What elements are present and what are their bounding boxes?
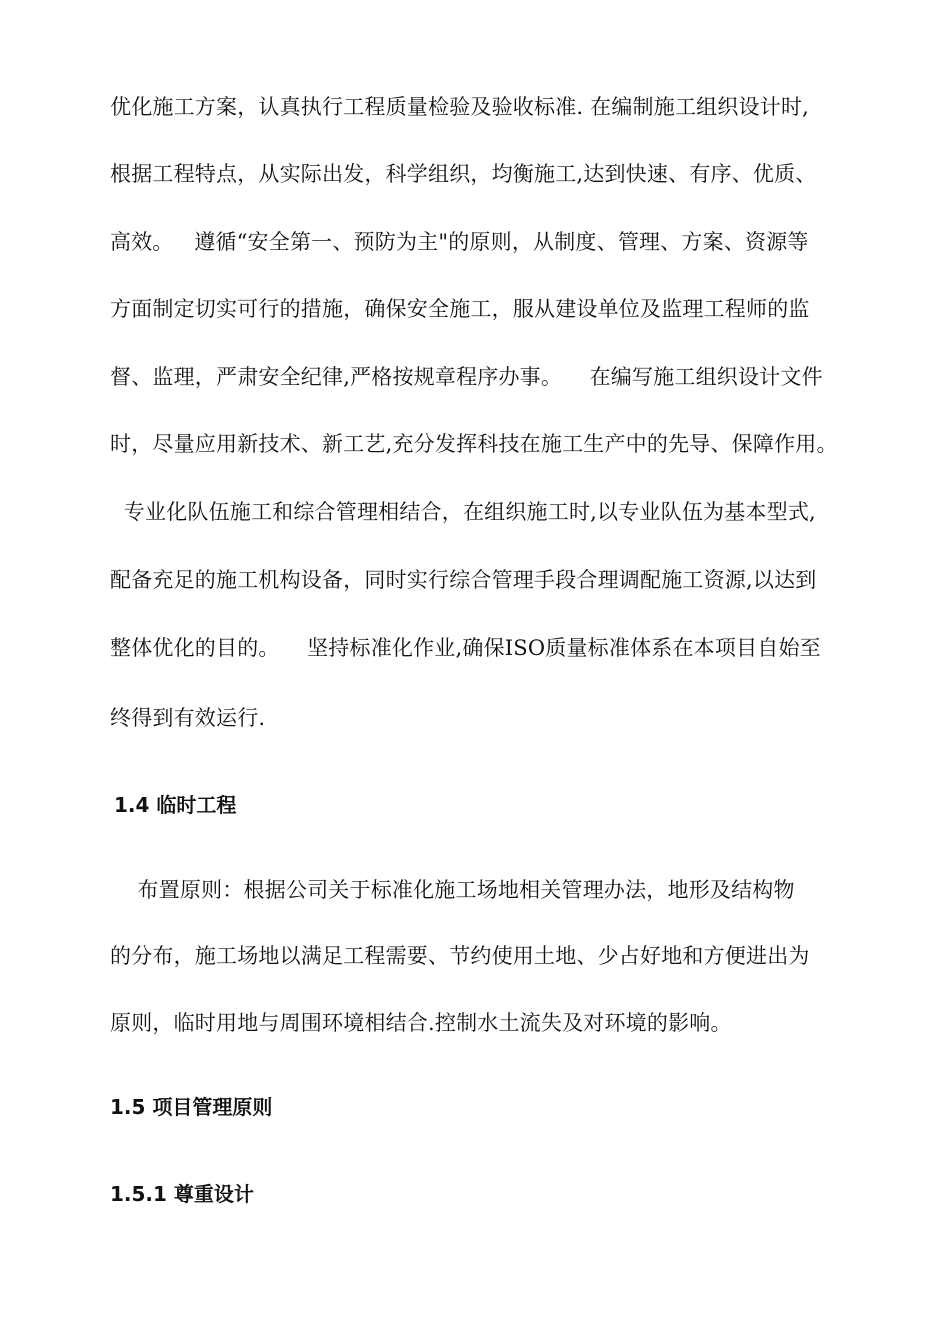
body-text-line: 的分布，施工场地以满足工程需要、节约使用土地、少占好地和方便进出为 (110, 944, 810, 968)
section-heading-1-5: 1.5 项目管理原则 (110, 1095, 273, 1119)
body-text-line: 专业化队伍施工和综合管理相结合，在组织施工时,以专业队伍为基本型式, (110, 500, 816, 524)
body-text-line: 整体优化的目的。 坚持标准化作业,确保ISO质量标准体系在本项目自始至 (110, 636, 821, 660)
body-text-line: 原则，临时用地与周围环境相结合.控制水土流失及对环境的影响。 (110, 1011, 732, 1035)
section-heading-1-4: 1.4 临时工程 (114, 793, 237, 817)
body-text-line: 督、监理，严肃安全纪律,严格按规章程序办事。 在编写施工组织设计文件 (110, 365, 823, 389)
body-text-line: 终得到有效运行. (110, 706, 266, 730)
body-text-line: 方面制定切实可行的措施，确保安全施工，服从建设单位及监理工程师的监 (110, 297, 810, 321)
body-text-line: 时，尽量应用新技术、新工艺,充分发挥科技在施工生产中的先导、保障作用。 (110, 432, 838, 456)
body-text-line: 配备充足的施工机构设备，同时实行综合管理手段合理调配施工资源,以达到 (110, 568, 817, 592)
body-text-line: 优化施工方案，认真执行工程质量检验及验收标准. 在编制施工组织设计时, (110, 95, 810, 119)
section-heading-1-5-1: 1.5.1 尊重设计 (110, 1182, 254, 1206)
body-text-line: 高效。 遵循“安全第一、预防为主"的原则，从制度、管理、方案、资源等 (110, 230, 809, 254)
body-text-line: 布置原则：根据公司关于标准化施工场地相关管理办法，地形及结构物 (110, 878, 795, 902)
body-text-line: 根据工程特点，从实际出发，科学组织，均衡施工,达到快速、有序、优质、 (110, 162, 817, 186)
